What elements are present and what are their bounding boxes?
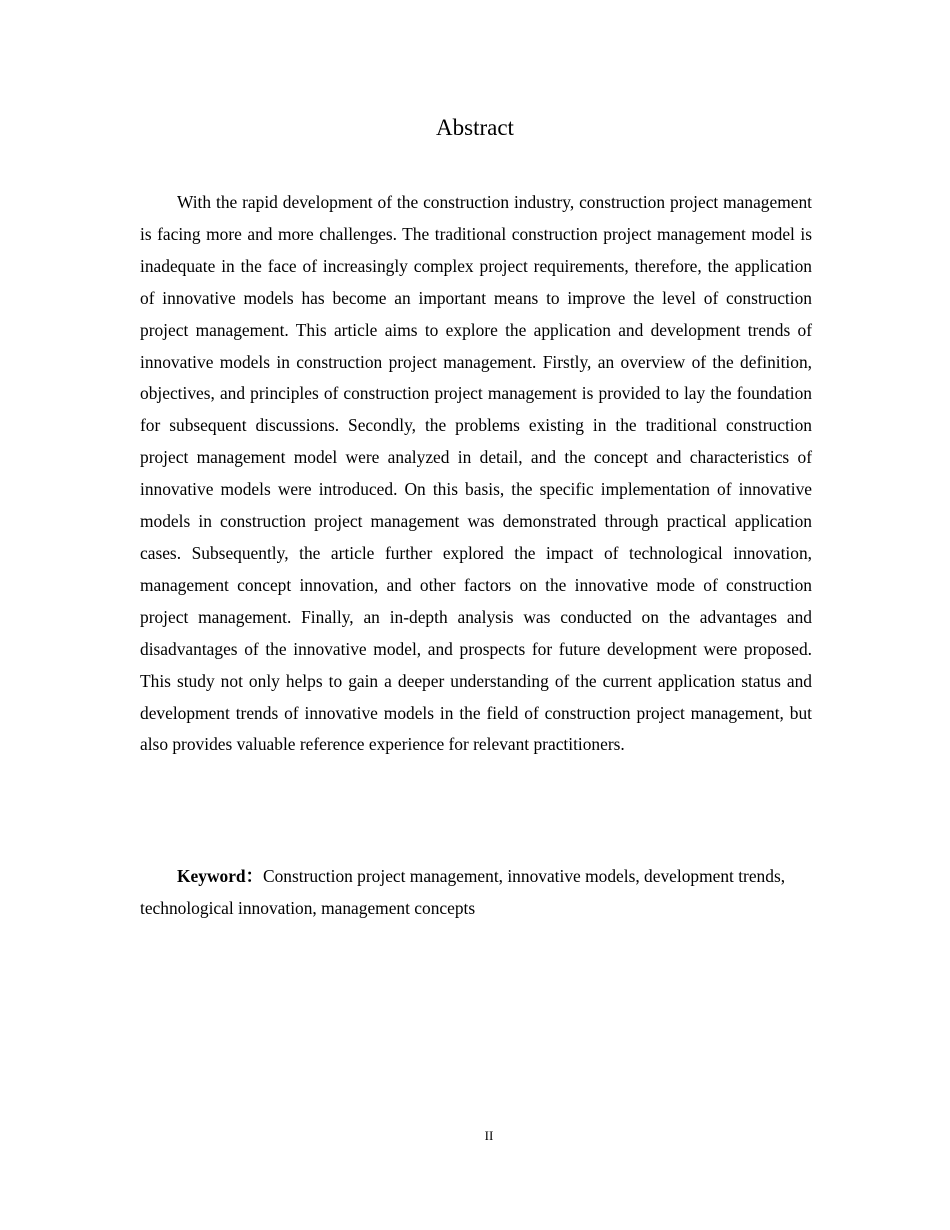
keywords-text: Construction project management, innovative models, development trends, technological innovation, management concepts xyxy=(140,866,786,918)
page-number: II xyxy=(484,1128,494,1143)
keywords-label: Keyword： xyxy=(177,866,263,886)
page-title: Abstract xyxy=(436,115,514,140)
abstract-paragraph: With the rapid development of the construction industry, construction project management is facing more and more challenges. The traditional construction project management model is inadequate in the face of increasingly complex project requirements, therefore, the application of innovative models has become an important means to improve the level of construction project management. This article aims to explore the application and development trends of innovative models in construction project management. Firstly, an overview of the definition, objectives, and principles of construction project management is provided to lay the foundation for subsequent discussions. Secondly, the problems existing in the traditional construction project management model were analyzed in detail, and the concept and characteristics of innovative models were introduced. On this basis, the specific implementation of innovative models in construction project management was demonstrated through practical application cases. Subsequently, the article further explored the impact of technological innovation, management concept innovation, and other factors on the innovative mode of construction project management. Finally, an in-depth analysis was conducted on the advantages and disadvantages of the innovative model, and prospects for future development were proposed. This study not only helps to gain a deeper understanding of the current application status and development trends of innovative models in the field of construction project management, but also provides valuable reference experience for relevant practitioners. xyxy=(140,192,812,755)
keywords-paragraph xyxy=(140,860,812,924)
